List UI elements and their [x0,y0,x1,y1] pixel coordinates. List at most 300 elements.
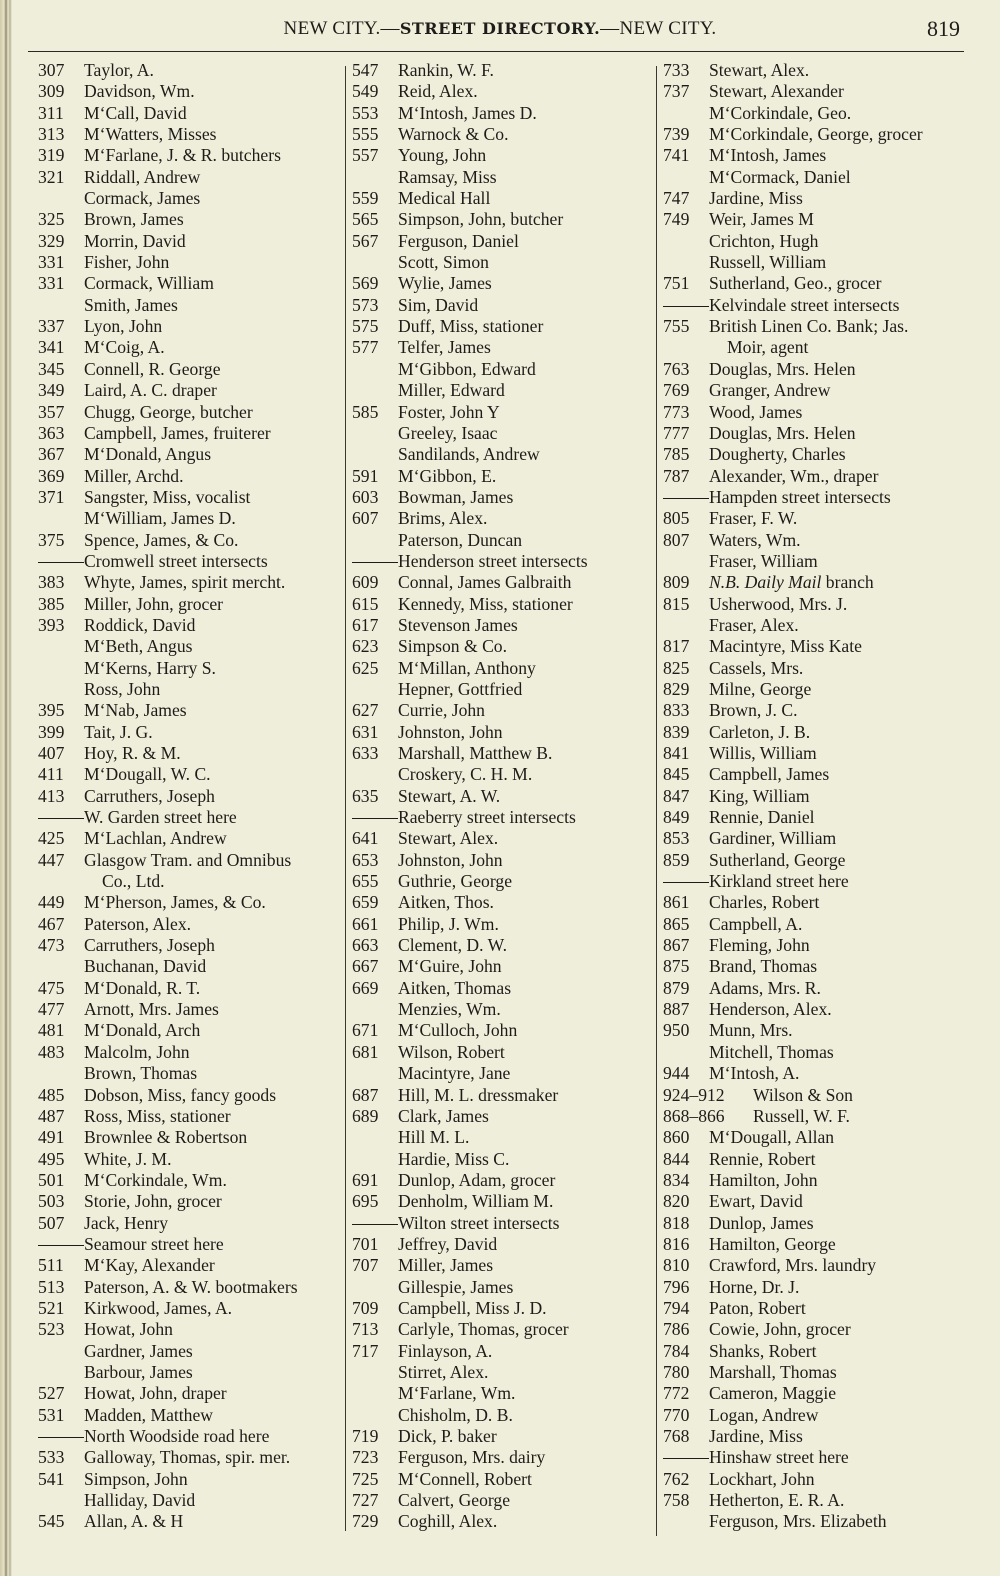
street-name: W. Garden street here [84,807,237,828]
dash-rule [663,1458,709,1459]
directory-entry-continuation [663,615,993,636]
house-number: 709 [352,1297,379,1318]
directory-entry [352,743,652,764]
directory-entry [352,914,652,935]
house-number: 329 [38,230,65,251]
directory-entry [38,1191,343,1212]
house-number: 411 [38,764,64,785]
directory-entry [38,60,343,81]
directory-entry [352,722,652,743]
directory-entry [663,658,993,679]
street-intersection-marker [38,1234,343,1255]
house-number: 805 [663,508,690,529]
house-number: 477 [38,999,65,1020]
directory-entry [663,807,993,828]
house-number: 615 [352,593,379,614]
directory-entry [38,530,343,551]
occupant-name: M‘William, James D. [84,508,236,529]
occupant-name: M‘Donald, Arch [84,1020,201,1041]
house-number: 841 [663,743,690,763]
house-number: 868–866 [663,1105,725,1126]
dash-rule [663,498,709,499]
directory-entry [663,1085,993,1106]
directory-entry [352,60,652,81]
directory-entry-continuation [38,1063,343,1084]
occupant-name: White, J. M. [84,1148,172,1169]
directory-entry-continuation [352,423,652,444]
directory-entry [38,1319,343,1340]
directory-entry [352,402,652,423]
occupant-name: Taylor, A. [84,60,154,80]
directory-entry [38,935,343,956]
house-number: 773 [663,401,690,422]
house-number: 533 [38,1447,65,1468]
house-number: 309 [38,81,65,102]
house-number: 725 [352,1468,379,1489]
house-number: 319 [38,145,65,166]
occupant-name: Wilson & Son [753,1084,853,1105]
directory-entry [38,487,343,508]
occupant-name: Bowman, James [398,486,514,507]
directory-column-3 [663,60,993,1533]
house-number: 467 [38,913,65,934]
occupant-name: Halliday, David [84,1490,196,1511]
directory-entry [663,402,993,423]
occupant-name: Ferguson, Mrs. Elizabeth [709,1511,887,1532]
occupant-name: M‘Kerns, Harry S. [84,657,216,678]
street-name: Cromwell street intersects [84,550,268,571]
house-number: 723 [352,1447,379,1468]
header-rule [28,51,964,52]
occupant-name: Crichton, Hugh [709,230,819,251]
occupant-name: Campbell, A. [709,913,803,934]
directory-entry [352,1085,652,1106]
house-number: 747 [663,188,690,209]
occupant-name: Roddick, David [84,614,196,635]
directory-entry-continuation [352,1063,652,1084]
directory-entry [663,1298,993,1319]
street-intersection-marker [38,807,343,828]
occupant-name: M‘Gibbon, Edward [398,358,536,379]
occupant-name: Finlayson, A. [398,1340,493,1361]
house-number: 755 [663,316,690,337]
occupant-name: Morrin, David [84,230,186,251]
occupant-name: Malcolm, John [84,1041,190,1062]
directory-entry [38,1085,343,1106]
house-number: 393 [38,614,65,635]
directory-entry [352,466,652,487]
house-number: 357 [38,401,65,422]
house-number: 567 [352,230,379,251]
directory-entry [663,828,993,849]
house-number: 307 [38,60,65,80]
directory-entry [38,380,343,401]
directory-entry [38,1277,343,1298]
occupant-name: Rennie, Robert [709,1148,816,1169]
directory-entry [352,1447,652,1468]
house-number: 313 [38,124,65,145]
directory-entry [352,1170,652,1191]
house-number: 331 [38,252,65,273]
directory-entry [663,1020,993,1041]
directory-entry [663,935,993,956]
directory-entry-continuation [663,1511,993,1532]
occupant-name: Wood, James [709,401,803,422]
dash-rule [38,1245,84,1246]
occupant-name: Stirret, Alex. [398,1361,489,1382]
directory-entry [352,956,652,977]
street-intersection-marker [38,1426,343,1447]
occupant-name: Horne, Dr. J. [709,1276,800,1297]
street-intersection-marker [352,807,652,828]
directory-entry [38,1149,343,1170]
occupant-name: Sangster, Miss, vocalist [84,486,251,507]
occupant-name: Ferguson, Mrs. dairy [398,1447,546,1468]
directory-entry-continuation [352,359,652,380]
directory-entry [38,764,343,785]
occupant-name: M‘Guire, John [398,956,502,977]
directory-entry [663,850,993,871]
directory-entry [352,1106,652,1127]
occupant-name: Laird, A. C. draper [84,380,217,401]
directory-entry-continuation [38,1490,343,1511]
house-number: 758 [663,1490,690,1511]
occupant-name: Dunlop, James [709,1212,814,1233]
directory-entry-continuation [352,1405,652,1426]
occupant-name: M‘Pherson, James, & Co. [84,892,266,913]
house-number: 383 [38,572,65,593]
occupant-name: Denholm, William M. [398,1191,554,1212]
house-number: 623 [352,636,379,657]
occupant-name: Stewart, A. W. [398,785,501,806]
occupant-name: Fraser, William [709,550,818,571]
occupant-name: Douglas, Mrs. Helen [709,358,856,379]
occupant-name: Paterson, Duncan [398,529,523,550]
directory-entry-continuation [352,764,652,785]
directory-entry [38,103,343,124]
occupant-name: Simpson, John, butcher [398,209,564,230]
house-number: 487 [38,1105,65,1126]
directory-entry [38,786,343,807]
house-number: 577 [352,337,379,358]
occupant-name: Usherwood, Mrs. J. [709,593,848,614]
house-number: 513 [38,1276,65,1297]
directory-entry [663,423,993,444]
occupant-name: Logan, Andrew [709,1404,819,1425]
occupant-name: Gillespie, James [398,1276,514,1297]
house-number: 503 [38,1191,65,1212]
directory-entry [38,1020,343,1041]
dash-rule [38,818,84,819]
house-number: 763 [663,358,690,379]
directory-entry-continuation [352,530,652,551]
street-name: North Woodside road here [84,1426,270,1446]
occupant-name: Henderson, Alex. [709,999,832,1020]
occupant-name: Connal, James Galbraith [398,572,572,593]
directory-entry [38,615,343,636]
house-number: 944 [663,1063,690,1084]
occupant-name: Stewart, Alexander [709,81,844,102]
directory-entry [663,764,993,785]
house-number: 777 [663,422,690,443]
street-name: Hampden street intersects [709,486,891,507]
directory-entry [352,508,652,529]
house-number: 573 [352,294,379,315]
street-name: Kirkland street here [709,871,849,892]
directory-entry [352,1469,652,1490]
directory-entry [352,786,652,807]
occupant-name: Weir, James M [709,209,814,230]
directory-entry-continuation [352,1149,652,1170]
occupant-name: Rankin, W. F. [398,60,494,80]
column-divider [656,66,657,1536]
directory-entry [663,1234,993,1255]
house-number: 733 [663,60,690,80]
street-intersection-marker [38,551,343,572]
directory-entry [352,1042,652,1063]
directory-entry [663,572,993,593]
directory-entry-continuation [38,871,343,892]
occupant-name: Kennedy, Miss, stationer [398,593,573,614]
directory-entry-continuation [352,167,652,188]
dash-rule [352,562,398,563]
dash-rule [352,1224,398,1225]
occupant-name: Smith, James [84,294,178,315]
directory-column-2 [352,60,652,1533]
occupant-name: Brims, Alex. [398,508,488,529]
occupant-name: Connell, R. George [84,358,221,379]
house-number: 829 [663,678,690,699]
directory-entry [38,81,343,102]
occupant-name: Miller, John, grocer [84,593,224,614]
occupant-name: Marshall, Thomas [709,1361,837,1382]
street-name: Raeberry street intersects [398,807,576,828]
directory-entry [38,1298,343,1319]
house-number: 603 [352,486,379,507]
house-number: 425 [38,828,65,849]
occupant-name: Fleming, John [709,935,810,956]
occupant-name: Milne, George [709,678,812,699]
house-number: 559 [352,188,379,209]
occupant-name: Campbell, James [709,764,830,785]
house-number: 369 [38,465,65,486]
occupant-name: Miller, Edward [398,380,505,401]
occupant-name: Miller, Archd. [84,465,184,486]
occupant-name: M‘Kay, Alexander [84,1255,215,1276]
occupant-name: Hoy, R. & M. [84,743,181,763]
directory-entry [352,658,652,679]
occupant-name: Marshall, Matthew B. [398,743,553,763]
directory-entry-continuation [38,679,343,700]
directory-entry [352,124,652,145]
house-number: 473 [38,935,65,956]
occupant-name: Ewart, David [709,1191,803,1212]
directory-entry [663,978,993,999]
directory-entry [38,700,343,721]
directory-column-1 [38,60,343,1533]
house-number: 807 [663,529,690,550]
occupant-name: Riddall, Andrew [84,166,201,187]
directory-entry-continuation [352,1127,652,1148]
directory-entry [352,1319,652,1340]
directory-entry [663,1170,993,1191]
occupant-name: Glasgow Tram. and Omnibus [84,849,292,870]
house-number: 701 [352,1233,379,1254]
house-number: 879 [663,977,690,998]
directory-entry-continuation [352,1383,652,1404]
house-number: 631 [352,721,379,742]
house-number: 717 [352,1340,379,1361]
directory-entry [38,1170,343,1191]
house-number: 839 [663,721,690,742]
directory-entry [663,743,993,764]
house-number: 859 [663,849,690,870]
running-title [30,18,970,40]
house-number: 861 [663,892,690,913]
directory-entry-continuation [663,551,993,572]
occupant-name: Coghill, Alex. [398,1511,498,1532]
occupant-name: Cameron, Maggie [709,1383,837,1404]
page-header [30,14,970,48]
house-number: 545 [38,1511,65,1532]
directory-entry-continuation [38,1362,343,1383]
directory-entry [38,167,343,188]
occupant-name: Stevenson James [398,614,518,635]
directory-entry [663,444,993,465]
directory-entry-continuation [352,252,652,273]
occupant-name: Cormack, William [84,273,214,294]
house-number: 853 [663,828,690,849]
occupant-name: Clement, D. W. [398,935,507,956]
street-name: Wilton street intersects [398,1212,560,1233]
street-name: Henderson street intersects [398,550,588,571]
directory-entry [663,508,993,529]
occupant-name: Cormack, James [84,188,201,209]
dash-rule [38,1437,84,1438]
house-number: 485 [38,1084,65,1105]
house-number: 521 [38,1297,65,1318]
occupant-name: Carruthers, Joseph [84,785,215,806]
book-binding-edge [0,0,12,1576]
directory-entry [663,273,993,294]
occupant-name: M‘Dougall, W. C. [84,764,211,785]
directory-entry [663,1106,993,1127]
occupant-name: M‘Intosh, James [709,145,827,166]
occupant-name: M‘Call, David [84,102,187,123]
street-name: Kelvindale street intersects [709,294,900,315]
occupant-name: M‘Donald, Angus [84,444,212,465]
occupant-name: Carruthers, Joseph [84,935,215,956]
occupant-name: Medical Hall [398,188,491,209]
house-number: 741 [663,145,690,166]
running-title-center: STREET DIRECTORY. [399,19,601,38]
directory-entry [38,145,343,166]
directory-entry [663,359,993,380]
occupant-name: Dick, P. baker [398,1426,497,1446]
directory-entry [663,145,993,166]
directory-entry [38,252,343,273]
occupant-name: Aitken, Thomas [398,977,512,998]
directory-entry [663,999,993,1020]
directory-entry [663,124,993,145]
occupant-name: Davidson, Wm. [84,81,195,102]
directory-entry [352,828,652,849]
house-number: 713 [352,1319,379,1340]
occupant-name: Dobson, Miss, fancy goods [84,1084,277,1105]
occupant-name: M‘Cormack, Daniel [709,166,851,187]
occupant-name: Stewart, Alex. [398,828,499,849]
occupant-name: M‘Lachlan, Andrew [84,828,227,849]
directory-entry [352,892,652,913]
occupant-name: Jack, Henry [84,1212,169,1233]
occupant-name: Simpson, John [84,1468,188,1489]
directory-entry [38,423,343,444]
directory-entry [663,1490,993,1511]
directory-entry [352,337,652,358]
occupant-name: Sutherland, Geo., grocer [709,273,882,294]
directory-entry [38,572,343,593]
directory-entry [352,316,652,337]
column-divider [345,66,346,1531]
occupant-name: Hepner, Gottfried [398,678,523,699]
directory-entry [38,1383,343,1404]
directory-entry [663,914,993,935]
directory-entry [663,1341,993,1362]
occupant-name: Carlyle, Thomas, grocer [398,1319,569,1340]
house-number: 527 [38,1383,65,1404]
directory-entry-continuation [352,679,652,700]
occupant-name: Duff, Miss, stationer [398,316,544,337]
occupant-name: Hill M. L. [398,1127,470,1148]
directory-entry [38,1405,343,1426]
house-number: 367 [38,444,65,465]
house-number: 653 [352,849,379,870]
house-number: 834 [663,1169,690,1190]
directory-entry [38,273,343,294]
house-number: 847 [663,785,690,806]
occupant-name: Sim, David [398,294,479,315]
occupant-name: Campbell, Miss J. D. [398,1297,547,1318]
occupant-name: Douglas, Mrs. Helen [709,422,856,443]
house-number: 867 [663,935,690,956]
occupant-name: Johnston, John [398,849,503,870]
directory-entry [663,700,993,721]
page-number: 819 [927,16,960,41]
occupant-name: Telfer, James [398,337,491,358]
occupant-name: Howat, John, draper [84,1383,227,1404]
directory-entry [352,188,652,209]
directory-entry [352,1255,652,1276]
house-number: 557 [352,145,379,166]
house-number: 407 [38,743,65,763]
house-number: 849 [663,807,690,828]
occupant-name: Waters, Wm. [709,529,801,550]
house-number: 737 [663,81,690,102]
occupant-name: M‘Farlane, J. & R. butchers [84,145,281,166]
house-number: 691 [352,1169,379,1190]
dash-rule [663,882,709,883]
directory-entry [352,1341,652,1362]
directory-entry [663,316,993,337]
house-number: 667 [352,956,379,977]
directory-entry-continuation [663,103,993,124]
occupant-name: Fisher, John [84,252,170,273]
directory-entry [663,722,993,743]
occupant-name: Russell, W. F. [753,1105,850,1126]
directory-entry [352,978,652,999]
house-number: 547 [352,60,379,80]
house-number: 809 [663,572,690,593]
